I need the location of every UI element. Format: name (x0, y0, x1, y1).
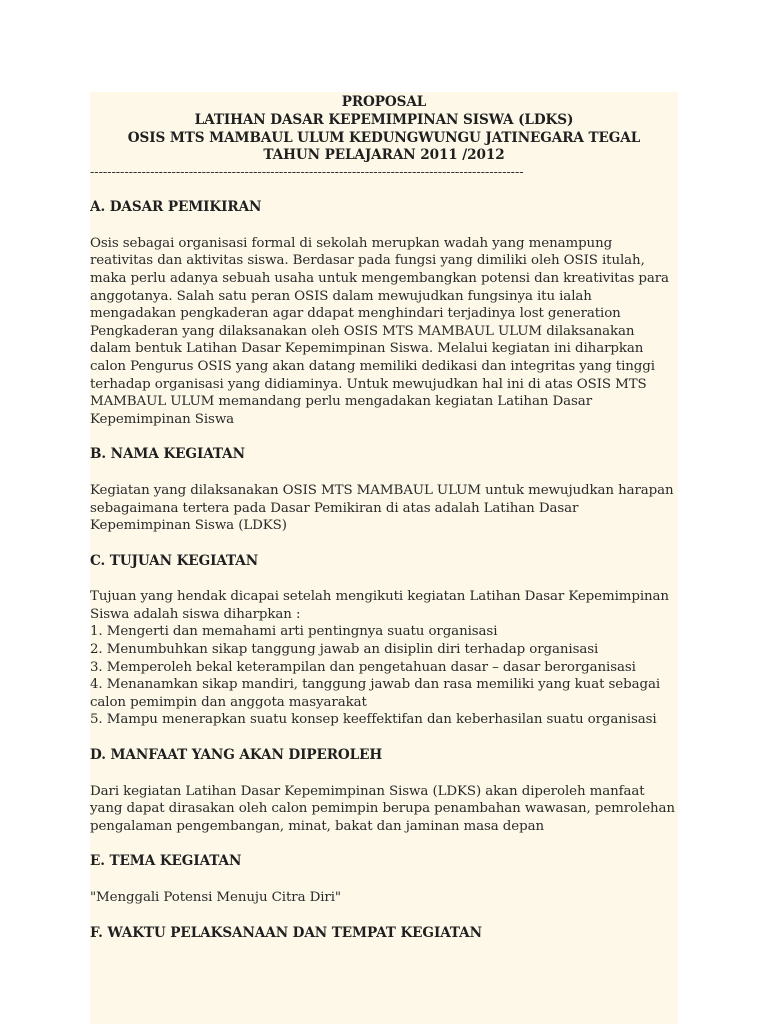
title-divider: ----------------------------------------------------------------------------------------------------- (90, 165, 524, 181)
section-d-heading: D. MANFAAT YANG AKAN DIPEROLEH (90, 747, 383, 764)
list-item: 1. Mengerti dan memahami arti pentingnya suatu organisasi (90, 624, 498, 640)
section-a-heading: A. DASAR PEMIKIRAN (90, 199, 262, 216)
document-body (90, 92, 678, 942)
section-b-heading: B. NAMA KEGIATAN (90, 446, 245, 463)
section-a-paragraph-2: Pengkaderan yang dilaksanakan oleh OSIS MTS MAMBAUL ULUM dilaksanakan dalam bentuk Latihan Dasar Kepemimpinan Siswa. Melalui kegiatan ini diharpkan calon Pengurus OSIS yang akan datang memiliki dedikasi dan integritas yang tinggi terhadap organisasi yang didiaminya. Untuk mewujudkan hal ini di atas OSIS MTS MAMBAUL ULUM memandang perlu mengadakan kegiatan Latihan Dasar Kepemimpinan Siswa (90, 323, 655, 427)
section-c-heading: C. TUJUAN KEGIATAN (90, 552, 259, 569)
list-item: 3. Memperoleh bekal keterampilan dan pengetahuan dasar – dasar berorganisasi (90, 659, 636, 675)
document-title (90, 94, 678, 165)
section-a-paragraph-1: Osis sebagai organisasi formal di sekolah merupkan wadah yang menampung reativitas dan aktivitas siswa. Berdasar pada fungsi yang dimiliki oleh OSIS itulah, maka perlu adanya sebuah usaha untuk mengembangkan potensi dan kreativitas para anggotanya. Salah satu peran OSIS dalam mewujudkan fungsinya itu ialah mengadakan pengkaderan agar ddapat menghindari terjadinya lost generation (90, 235, 669, 322)
list-item: 2. Menumbuhkan sikap tanggung jawab an disiplin diri terhadap organisasi (90, 642, 599, 658)
title-line-2: LATIHAN DASAR KEPEMIMPINAN SISWA (LDKS) (194, 111, 574, 128)
section-e-paragraph-1: "Menggali Potensi Menuju Citra Diri" (90, 890, 341, 905)
section-c-list (90, 623, 678, 729)
section-e-heading: E. TEMA KEGIATAN (90, 853, 242, 870)
list-item: 4. Menanamkan sikap mandiri, tanggung jawab dan rasa memiliki yang kuat sebagai calon pemimpin dan anggota masyarakat (90, 677, 661, 710)
title-line-4: TAHUN PELAJARAN 2011 /2012 (263, 147, 505, 164)
document-page (90, 92, 678, 1024)
section-b-paragraph-1: Kegiatan yang dilaksanakan OSIS MTS MAMBAUL ULUM untuk mewujudkan harapan sebagaimana tertera pada Dasar Pemikiran di atas adalah Latihan Dasar Kepemimpinan Siswa (LDKS) (90, 482, 674, 534)
title-line-1: PROPOSAL (341, 94, 427, 110)
section-c-intro: Tujuan yang hendak dicapai setelah mengikuti kegiatan Latihan Dasar Kepemimpinan Siswa adalah siswa diharpkan : (90, 589, 669, 622)
section-f-heading: F. WAKTU PELAKSANAAN DAN TEMPAT KEGIATAN (90, 924, 482, 941)
title-line-3: OSIS MTS MAMBAUL ULUM KEDUNGWUNGU JATINEGARA TEGAL (127, 129, 641, 146)
section-d-paragraph-1: Dari kegiatan Latihan Dasar Kepemimpinan Siswa (LDKS) akan diperoleh manfaat yang dapat dirasakan oleh calon pemimpin berupa penambahan wawasan, pemrolehan pengalaman pengembangan, minat, bakat dan jaminan masa depan (90, 783, 675, 834)
list-item: 5. Mampu menerapkan suatu konsep keeffektifan dan keberhasilan suatu organisasi (90, 712, 657, 728)
